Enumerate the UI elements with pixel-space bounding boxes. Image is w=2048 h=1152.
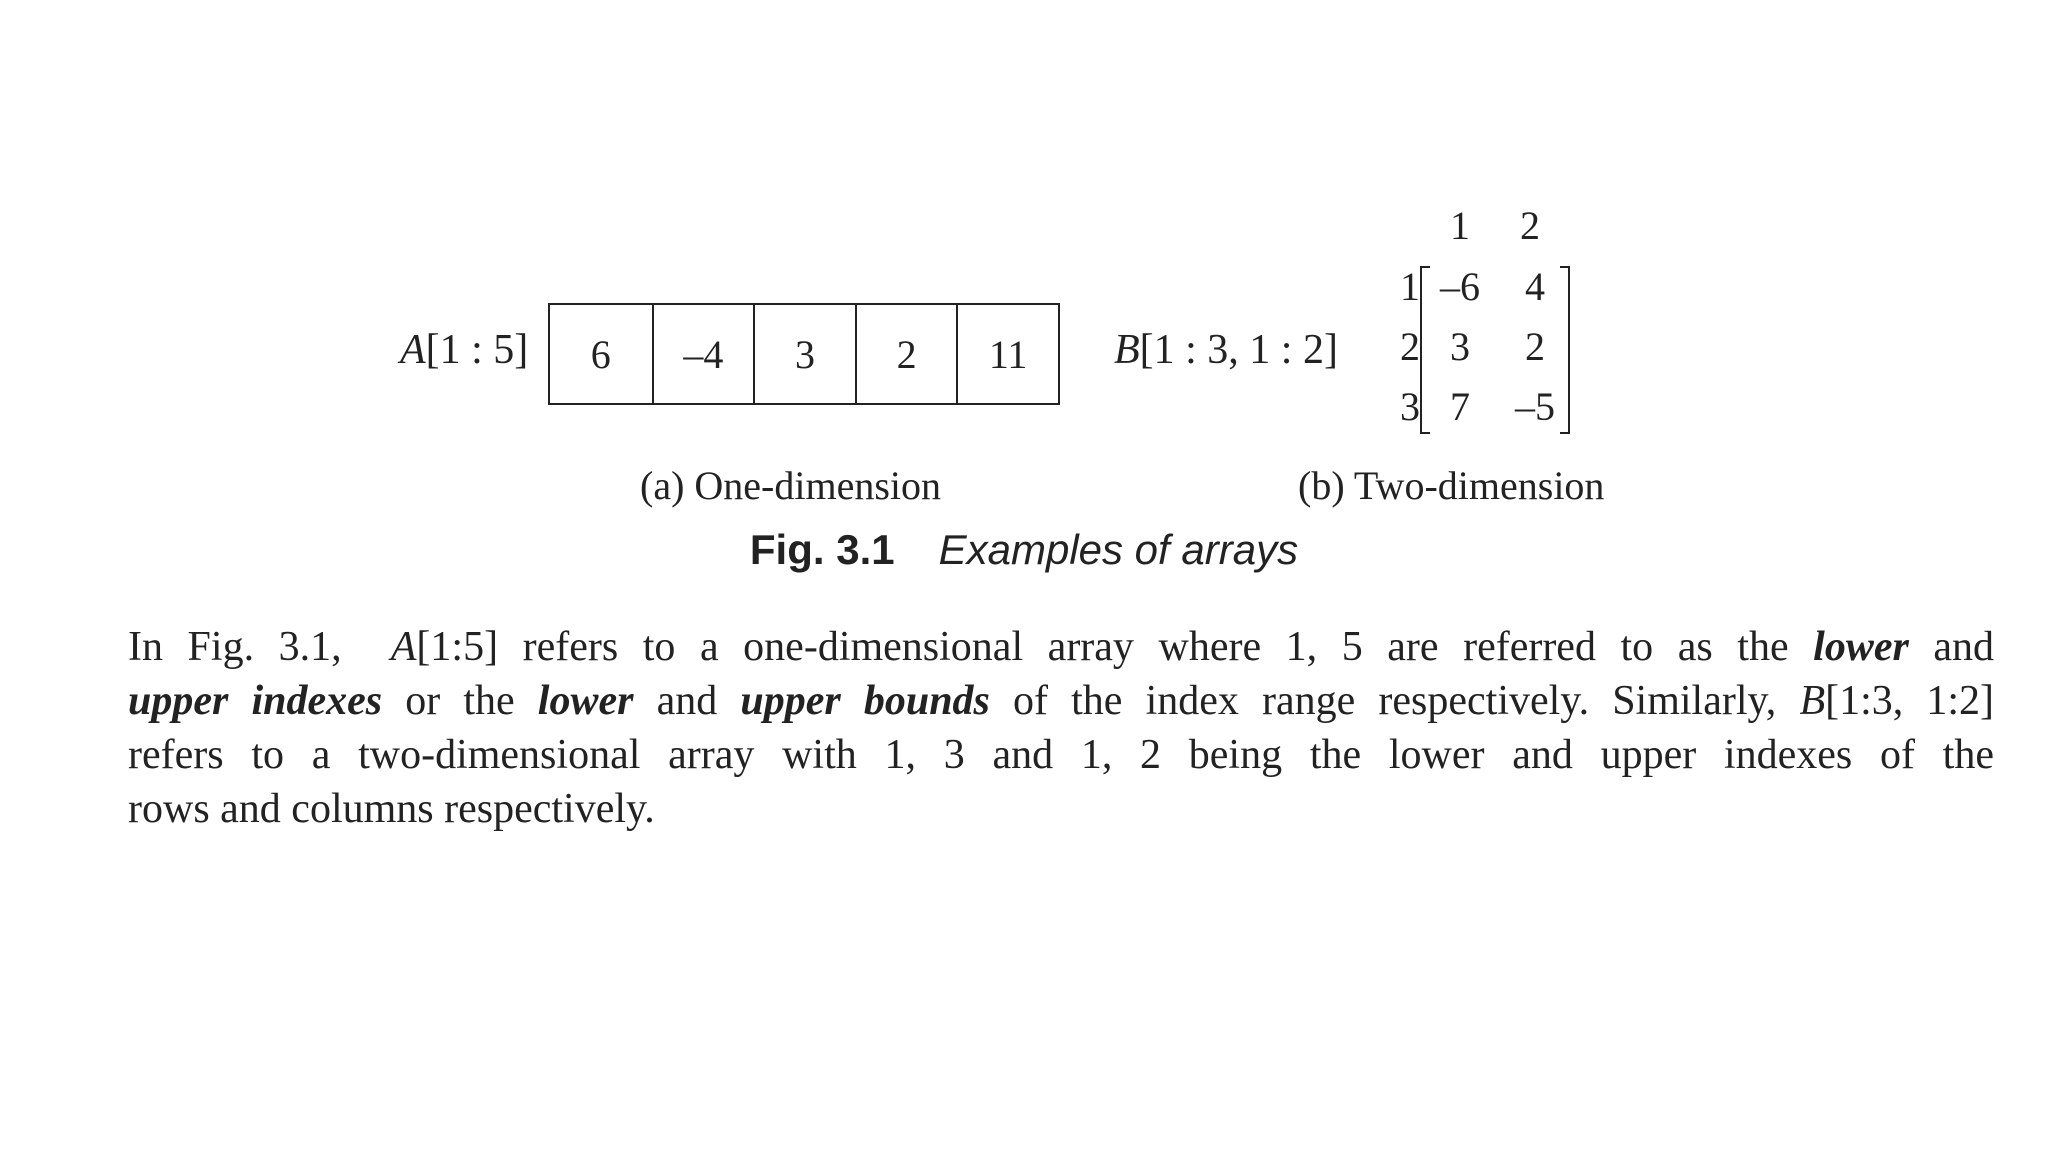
subcaption-b: (b) Two-dimension (1298, 463, 1605, 508)
array-a-range: [1 : 5] (425, 327, 529, 373)
array-a-cell: –4 (652, 305, 754, 403)
paragraph-line (128, 674, 1994, 728)
array-b-name: B (1114, 327, 1140, 373)
text-span: of the index range respectively. Similarly, (1013, 678, 1777, 724)
array-a-cell: 6 (590, 331, 611, 377)
array-a-cells (548, 303, 1060, 405)
row-header: 3 (1400, 384, 1420, 429)
matrix-cell: 2 (1525, 324, 1545, 369)
text-span: and (656, 678, 718, 724)
emphasis-text: lower (1813, 624, 1909, 670)
matrix-cell: –6 (1440, 264, 1480, 309)
array-a-name: A (400, 327, 426, 373)
text-span: or the (405, 678, 515, 724)
matrix-cell: –5 (1515, 384, 1555, 429)
row-header: 2 (1400, 324, 1420, 369)
column-header: 1 (1450, 203, 1470, 248)
body-paragraph (128, 620, 1994, 836)
text-span: In Fig. 3.1, (128, 624, 342, 670)
matrix-cell: 7 (1450, 384, 1470, 429)
subcaption-a: (a) One-dimension (640, 463, 942, 508)
array-a-label (400, 326, 528, 374)
text-span: A (390, 624, 417, 670)
emphasis-text: lower (537, 678, 634, 724)
matrix-cell: 3 (1450, 324, 1470, 369)
emphasis-text: upper bounds (740, 678, 990, 724)
figure-number: Fig. 3.1 (749, 526, 895, 573)
array-a-cell: 2 (855, 305, 957, 403)
array-b-label (1114, 326, 1338, 374)
text-span: [1:5] refers to a one-dimensional array where 1, 5 are referred to as the (416, 624, 1789, 670)
paragraph-line: rows and columns respectively. (128, 786, 655, 832)
array-a-cell: 11 (956, 305, 1058, 403)
figure-title: Examples of arrays (938, 526, 1299, 573)
array-a-cell: 3 (753, 305, 855, 403)
column-header: 2 (1520, 203, 1540, 248)
text-span: B (1799, 678, 1826, 724)
row-header: 1 (1400, 264, 1420, 309)
text-span: and (1933, 624, 1995, 670)
emphasis-text: upper indexes (128, 678, 383, 724)
matrix-cell: 4 (1525, 264, 1545, 309)
paragraph-line: refers to a two-dimensional array with 1, 3 and 1, 2 being the lower and upper indexes of the (128, 732, 1994, 778)
text-span: [1:3, 1:2] (1825, 678, 1995, 724)
paragraph-line (128, 620, 1994, 674)
array-b-range: [1 : 3, 1 : 2] (1139, 327, 1338, 373)
figure-caption (0, 526, 2048, 574)
